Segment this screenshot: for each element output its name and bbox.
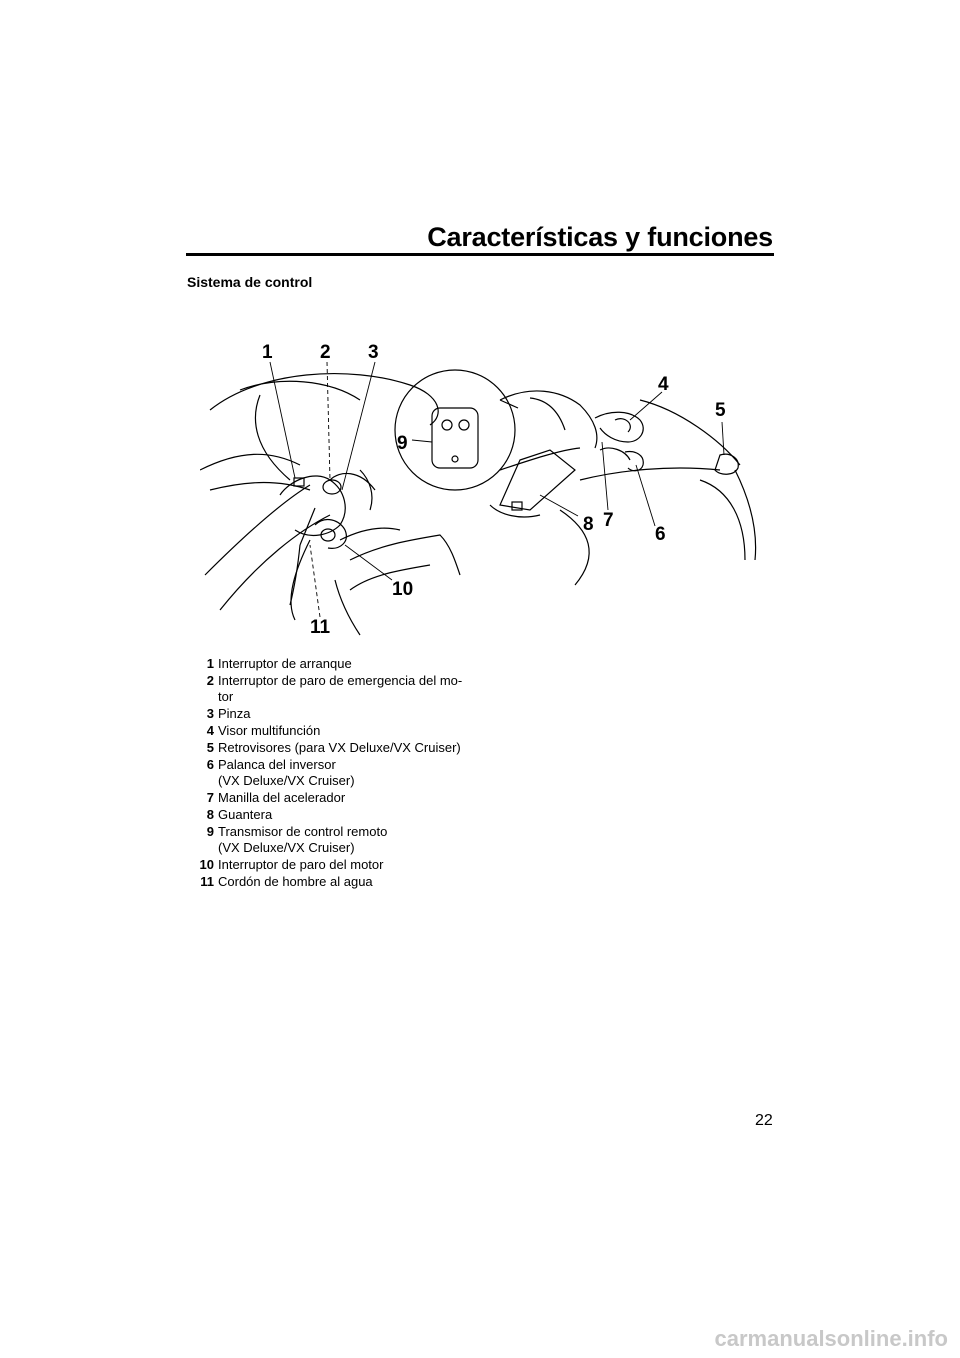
callout-5: 5 xyxy=(715,400,726,421)
legend-number: 8 xyxy=(206,807,214,822)
callout-10: 10 xyxy=(392,579,414,600)
legend-item xyxy=(186,874,476,890)
legend-item xyxy=(186,824,476,856)
callout-3: 3 xyxy=(368,342,379,363)
parts-legend xyxy=(186,656,476,891)
leader-7 xyxy=(602,442,608,510)
callout-7: 7 xyxy=(603,510,614,531)
leader-3 xyxy=(342,362,375,490)
legend-text: Interruptor de arranque xyxy=(218,656,352,671)
title-divider xyxy=(186,253,774,256)
callout-2: 2 xyxy=(320,342,331,363)
leader-2 xyxy=(327,362,330,480)
legend-number: 10 xyxy=(199,857,214,872)
legend-item xyxy=(186,673,476,705)
page-title: Características y funciones xyxy=(427,222,773,252)
legend-item xyxy=(186,723,476,739)
legend-item xyxy=(186,740,476,756)
legend-number: 6 xyxy=(206,757,214,772)
legend-text: Guantera xyxy=(218,807,273,822)
legend-number: 7 xyxy=(206,790,214,805)
callout-11: 11 xyxy=(310,617,331,638)
legend-item xyxy=(186,790,476,806)
section-heading: Sistema de control xyxy=(187,274,313,290)
callout-1: 1 xyxy=(262,342,273,363)
legend-number: 4 xyxy=(206,723,214,738)
legend-item xyxy=(186,757,476,789)
legend-text: Pinza xyxy=(218,706,251,721)
leader-1 xyxy=(270,362,295,478)
legend-text: Manilla del acelerador xyxy=(218,790,346,805)
control-system-illustration xyxy=(200,330,760,640)
leader-11 xyxy=(310,545,320,617)
legend-text: Interruptor de paro de emergencia del mo- tor xyxy=(218,673,463,704)
callout-6: 6 xyxy=(655,524,666,545)
legend-text: Interruptor de paro del motor xyxy=(218,857,384,872)
legend-item xyxy=(186,807,476,823)
leader-9 xyxy=(412,440,432,442)
leader-6 xyxy=(636,465,655,526)
leader-10 xyxy=(345,545,392,580)
legend-text: Cordón de hombre al agua xyxy=(218,874,373,889)
callout-9: 9 xyxy=(397,433,408,454)
legend-number: 9 xyxy=(206,824,214,839)
legend-item xyxy=(186,656,476,672)
legend-number: 11 xyxy=(200,874,214,889)
legend-item xyxy=(186,857,476,873)
leader-8 xyxy=(540,495,578,516)
callout-8: 8 xyxy=(583,514,594,535)
legend-number: 1 xyxy=(206,656,214,671)
watermark: carmanualsonline.info xyxy=(714,1326,948,1351)
legend-number: 2 xyxy=(206,673,214,688)
legend-number: 5 xyxy=(206,740,214,755)
legend-number: 3 xyxy=(206,706,214,721)
page-number: 22 xyxy=(755,1112,773,1129)
callout-4: 4 xyxy=(658,374,669,395)
legend-text: Visor multifunción xyxy=(218,723,321,738)
legend-text: Palanca del inversor (VX Deluxe/VX Cruiser) xyxy=(218,757,355,788)
legend-item xyxy=(186,706,476,722)
legend-text: Transmisor de control remoto (VX Deluxe/VX Cruiser) xyxy=(218,824,388,855)
legend-text: Retrovisores (para VX Deluxe/VX Cruiser) xyxy=(218,740,461,755)
leader-5 xyxy=(722,422,724,455)
